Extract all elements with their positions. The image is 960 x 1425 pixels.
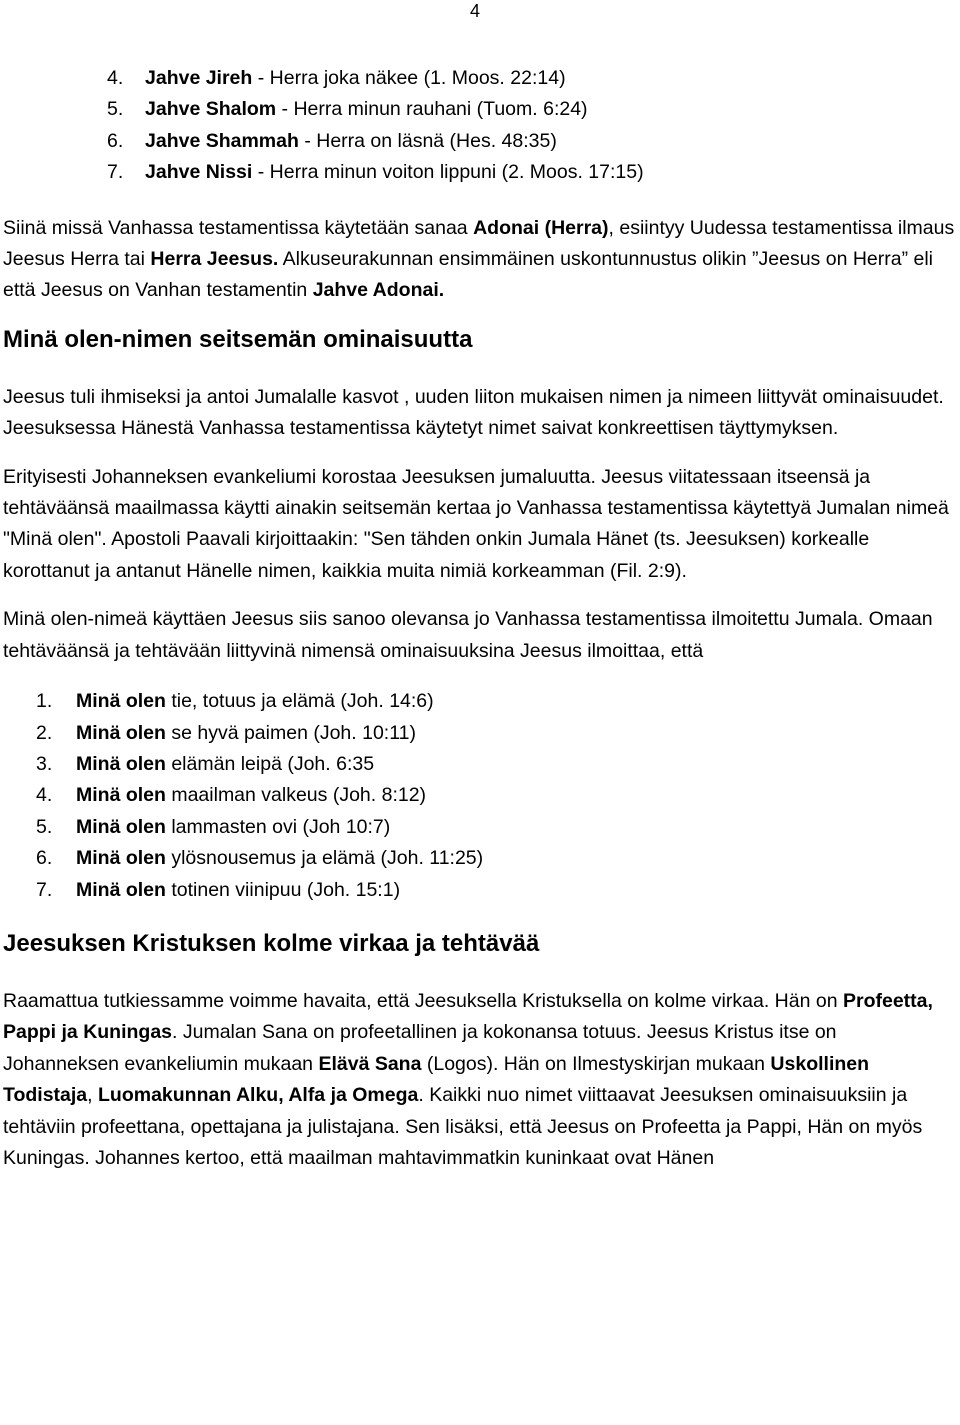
- list-item: 6. Jahve Shammah - Herra on läsnä (Hes. 48:35): [107, 129, 557, 152]
- list-item: 2. Minä olen se hyvä paimen (Joh. 10:11): [36, 721, 416, 744]
- document-body: [3, 63, 955, 1191]
- list-item: 7. Minä olen totinen viinipuu (Joh. 15:1): [36, 878, 401, 901]
- list-item: 4. Minä olen maailman valkeus (Joh. 8:12): [36, 784, 427, 807]
- names-of-jahve-list: [3, 63, 955, 189]
- mina-olen-list: [3, 686, 955, 906]
- paragraph-three-offices: Raamattua tutkiessamme voimme havaita, että Jeesuksella Kristuksella on kolme virkaa. Hän on Profeetta, Pappi ja Kuningas. Jumalan Sana on profeetallinen ja kokonansa totuus. Jeesus Kristus itse on Johanneksen evankeliumin mukaan Elävä Sana (Logos). Hän on Ilmestyskirjan mukaan Uskollinen Todistaja, Luomakunnan Alku, Alfa ja Omega. Kaikki nuo nimet viittaavat Jeesuksen ominaisuuksiin ja tehtäviin profeettana, opettajana ja julistajana. Sen lisäksi, että Jeesus on Profeetta ja Pappi, Hän on myös Kuningas. Johannes kertoo, että maailman mahtavimmatkin kuninkaat ovat Hänen: [3, 989, 933, 1169]
- list-item: 1. Minä olen tie, totuus ja elämä (Joh. 14:6): [36, 690, 434, 713]
- section-heading-three-offices: Jeesuksen Kristuksen kolme virkaa ja tehtävää: [3, 929, 540, 957]
- list-item: 6. Minä olen ylösnousemus ja elämä (Joh. 11:25): [36, 847, 484, 870]
- section-heading-mina-olen: Minä olen-nimen seitsemän ominaisuutta: [3, 325, 473, 353]
- paragraph-john-gospel: Erityisesti Johanneksen evankeliumi korostaa Jeesuksen jumaluutta. Jeesus viitatessaan itseensä ja tehtäväänsä maailmassa käytti ainakin seitsemän kertaa jo Vanhassa testamentissa käytettyä Jumalan nimeä "Minä olen". Apostoli Paavali kirjoittaakin: "Sen tähden onkin Jumala Hänet (ts. Jeesuksen) korkealle korottanut ja antanut Hänelle nimen, kaikkia muita nimiä korkeamman (Fil. 2:9).: [3, 465, 949, 582]
- list-item: 3. Minä olen elämän leipä (Joh. 6:35: [36, 752, 375, 775]
- list-item: 7. Jahve Nissi - Herra minun voiton lippuni (2. Moos. 17:15): [107, 161, 644, 184]
- paragraph-adonai: Siinä missä Vanhassa testamentissa käytetään sanaa Adonai (Herra), esiintyy Uudessa testamentissa ilmaus Jeesus Herra tai Herra Jeesus. Alkuseurakunnan ensimmäinen uskontunnustus olikin ”Jeesus on Herra” eli että Jeesus on Vanhan testamentin Jahve Adonai.: [3, 216, 955, 302]
- list-item: 5. Minä olen lammasten ovi (Joh 10:7): [36, 815, 391, 838]
- paragraph-incarnation: Jeesus tuli ihmiseksi ja antoi Jumalalle kasvot , uuden liiton mukaisen nimen ja nimeen liittyvät ominaisuudet. Jeesuksessa Hänestä Vanhassa testamentissa käytetyt nimet saivat konkreettisen täyttymyksen.: [3, 385, 944, 440]
- paragraph-mina-olen-name: Minä olen-nimeä käyttäen Jeesus siis sanoo olevansa jo Vanhassa testamentissa ilmoitettu Jumala. Omaan tehtäväänsä ja tehtävään liittyvinä nimensä ominaisuuksina Jeesus ilmoittaa, että: [3, 608, 933, 662]
- list-item: 5. Jahve Shalom - Herra minun rauhani (Tuom. 6:24): [107, 98, 588, 121]
- list-item: 4. Jahve Jireh - Herra joka näkee (1. Moos. 22:14): [107, 67, 566, 89]
- page-number: 4: [470, 1, 481, 21]
